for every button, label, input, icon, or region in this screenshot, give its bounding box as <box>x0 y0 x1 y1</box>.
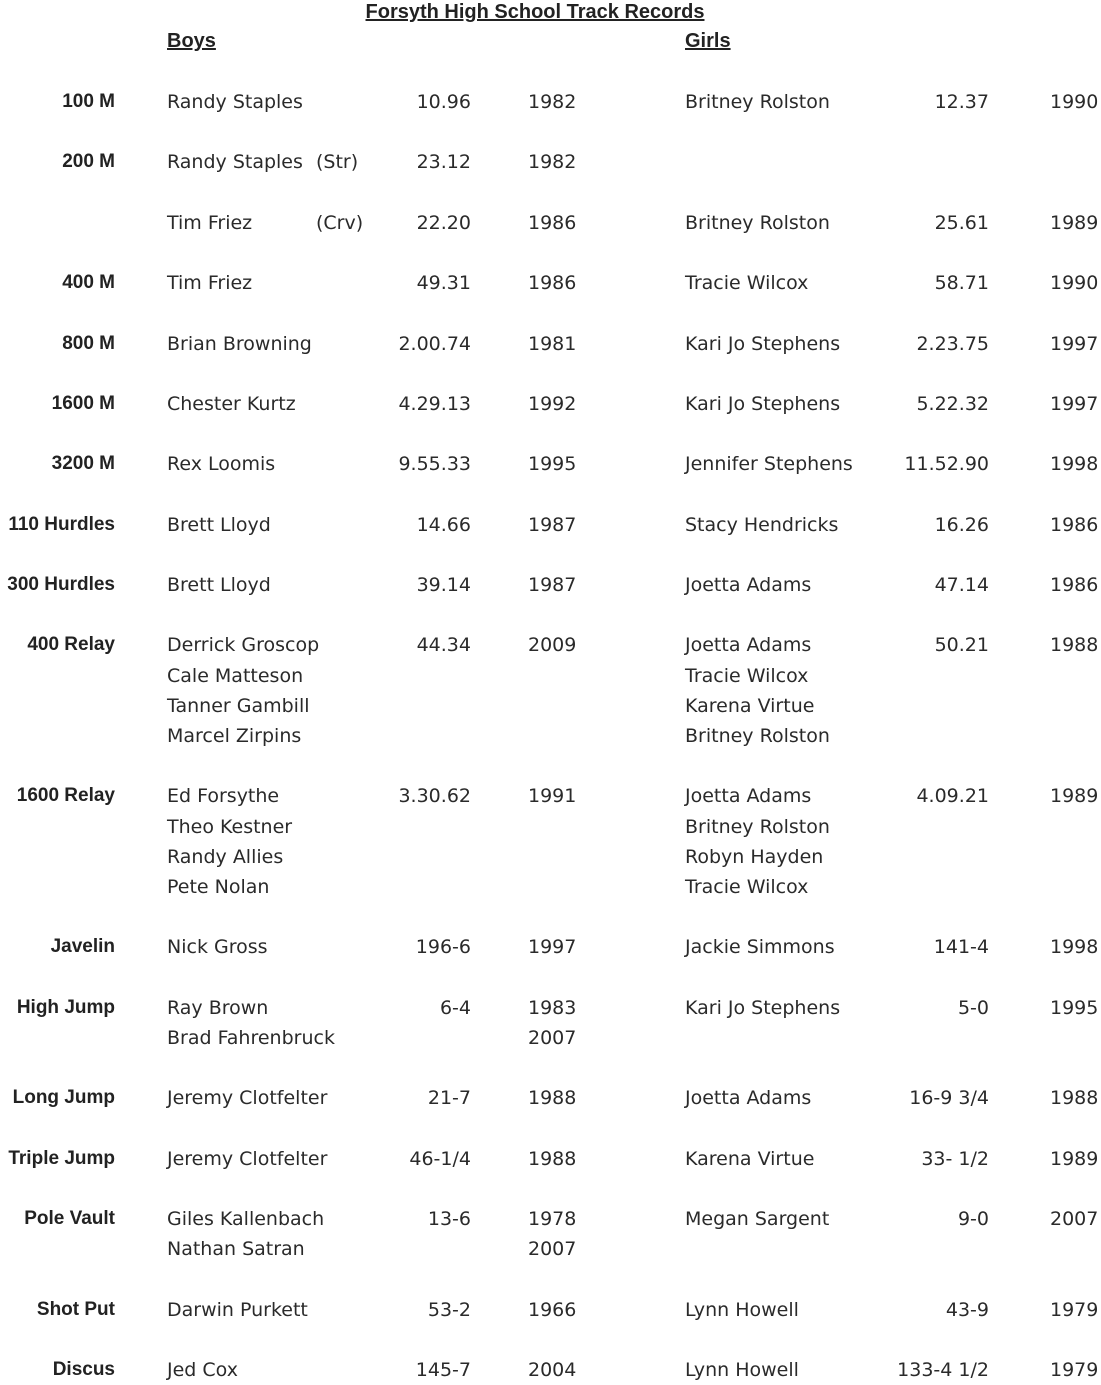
record-row <box>0 781 1101 932</box>
record-line <box>0 87 1101 117</box>
boys-mark: 9.55.33 <box>398 453 471 476</box>
boys-athlete-name: Tim Friez <box>167 211 253 234</box>
boys-year: 2007 <box>528 1026 577 1049</box>
record-line <box>0 329 1101 359</box>
record-row <box>0 993 1101 1084</box>
boys-note: (Str) <box>316 151 359 174</box>
girls-athlete-name: Tracie Wilcox <box>685 664 809 687</box>
girls-athlete-name: Tracie Wilcox <box>685 875 809 898</box>
boys-athlete-name: Rex Loomis <box>167 453 276 476</box>
boys-athlete-name: Jeremy Clotfelter <box>167 1147 328 1170</box>
boys-athlete-name: Randy Allies <box>167 845 284 868</box>
boys-mark: 21-7 <box>427 1087 471 1110</box>
girls-athlete-name: Megan Sargent <box>685 1207 830 1230</box>
girls-mark: 25.61 <box>934 211 989 234</box>
record-line <box>0 268 1101 298</box>
boys-year: 1988 <box>528 1147 577 1170</box>
boys-athlete-name: Ray Brown <box>167 996 269 1019</box>
girls-athlete-name: Kari Jo Stephens <box>685 392 841 415</box>
girls-year: 1979 <box>1050 1298 1099 1321</box>
boys-athlete-name: Randy Staples <box>167 151 303 174</box>
girls-mark: 141-4 <box>933 936 989 959</box>
boys-year: 1986 <box>528 272 577 295</box>
girls-athlete-name: Joetta Adams <box>685 785 812 808</box>
boys-mark: 10.96 <box>416 91 471 113</box>
boys-athlete-name: Brad Fahrenbruck <box>167 1026 335 1049</box>
event-label: 3200 M <box>51 453 115 475</box>
record-row <box>0 147 1101 207</box>
boys-year: 1991 <box>528 785 577 808</box>
boys-mark: 23.12 <box>416 151 471 174</box>
boys-header: Boys <box>167 30 216 52</box>
boys-year: 1987 <box>528 574 577 596</box>
girls-athlete-name: Kari Jo Stephens <box>685 996 841 1019</box>
boys-year: 2009 <box>528 634 577 657</box>
boys-year: 2007 <box>528 1238 577 1261</box>
girls-athlete-name: Karena Virtue <box>685 694 815 717</box>
girls-athlete-name: Britney Rolston <box>685 815 830 838</box>
record-line <box>0 842 1101 872</box>
record-line <box>0 1204 1101 1234</box>
boys-mark: 196-6 <box>415 936 471 959</box>
event-label: Long Jump <box>12 1087 115 1109</box>
girls-year: 1989 <box>1050 1147 1099 1170</box>
girls-mark: 5.22.32 <box>916 392 989 415</box>
record-row <box>0 1355 1101 1385</box>
record-line <box>0 208 1101 238</box>
girls-athlete-name: Joetta Adams <box>685 574 812 596</box>
boys-year: 1981 <box>528 332 577 355</box>
record-row <box>0 268 1101 328</box>
girls-year: 1989 <box>1050 785 1099 808</box>
record-row <box>0 208 1101 268</box>
boys-year: 1992 <box>528 392 577 415</box>
boys-athlete-name: Ed Forsythe <box>167 785 280 808</box>
record-row <box>0 389 1101 449</box>
event-label: 400 M <box>62 272 115 294</box>
boys-athlete-name: Brett Lloyd <box>167 513 271 536</box>
record-line <box>0 1295 1101 1325</box>
boys-mark: 145-7 <box>415 1358 471 1381</box>
boys-athlete-name: Theo Kestner <box>167 815 293 838</box>
girls-mark: 9-0 <box>957 1207 989 1230</box>
boys-athlete-name: Brett Lloyd <box>167 574 271 596</box>
girls-year: 1988 <box>1050 1087 1099 1110</box>
girls-athlete-name: Karena Virtue <box>685 1147 815 1170</box>
boys-athlete-name: Jeremy Clotfelter <box>167 1087 328 1110</box>
record-line <box>0 661 1101 691</box>
record-line <box>0 630 1101 660</box>
boys-mark: 4.29.13 <box>398 392 471 415</box>
record-line <box>0 1023 1101 1053</box>
boys-mark: 39.14 <box>416 574 471 596</box>
boys-year: 1995 <box>528 453 577 476</box>
girls-year: 1998 <box>1050 936 1099 959</box>
boys-athlete-name: Jed Cox <box>167 1358 238 1381</box>
boys-mark: 53-2 <box>427 1298 471 1321</box>
event-label: 800 M <box>62 332 115 354</box>
girls-mark: 43-9 <box>945 1298 989 1321</box>
record-line <box>0 812 1101 842</box>
boys-note: (Crv) <box>316 211 364 234</box>
record-row <box>0 1083 1101 1143</box>
boys-year: 1966 <box>528 1298 577 1321</box>
boys-year: 1986 <box>528 211 577 234</box>
record-line <box>0 932 1101 962</box>
girls-mark: 2.23.75 <box>916 332 989 355</box>
boys-athlete-name: Randy Staples <box>167 91 303 113</box>
event-label: 300 Hurdles <box>7 574 115 595</box>
record-line <box>0 781 1101 811</box>
boys-athlete-name: Cale Matteson <box>167 664 304 687</box>
boys-athlete-name: Darwin Purkett <box>167 1298 308 1321</box>
record-line <box>0 1144 1101 1174</box>
record-row <box>0 1144 1101 1204</box>
boys-year: 1983 <box>528 996 577 1019</box>
girls-year: 1997 <box>1050 332 1099 355</box>
boys-athlete-name: Pete Nolan <box>167 875 270 898</box>
records-table <box>0 87 1101 1385</box>
event-label: 100 M <box>62 91 115 112</box>
girls-mark: 47.14 <box>934 574 989 596</box>
boys-mark: 49.31 <box>416 272 471 295</box>
boys-mark: 3.30.62 <box>398 785 471 808</box>
girls-athlete-name: Jackie Simmons <box>685 936 835 959</box>
record-line <box>0 570 1101 600</box>
record-row <box>0 449 1101 509</box>
boys-athlete-name: Tanner Gambill <box>167 694 310 717</box>
girls-mark: 58.71 <box>934 272 989 295</box>
boys-mark: 13-6 <box>427 1207 471 1230</box>
girls-athlete-name: Jennifer Stephens <box>685 453 853 476</box>
boys-athlete-name: Marcel Zirpins <box>167 724 302 747</box>
record-line <box>0 1234 1101 1264</box>
record-line <box>0 147 1101 177</box>
girls-athlete-name: Britney Rolston <box>685 211 830 234</box>
boys-athlete-name: Giles Kallenbach <box>167 1207 325 1230</box>
record-line <box>0 872 1101 902</box>
girls-year: 1979 <box>1050 1358 1099 1381</box>
page-title: Forsyth High School Track Records <box>365 1 705 23</box>
record-row <box>0 87 1101 147</box>
record-line <box>0 510 1101 540</box>
girls-year: 1986 <box>1050 574 1099 596</box>
event-label: 400 Relay <box>27 634 115 656</box>
girls-year: 1986 <box>1050 513 1099 536</box>
event-label: Discus <box>52 1358 115 1380</box>
girls-year: 1990 <box>1050 91 1099 113</box>
girls-mark: 5-0 <box>957 996 989 1019</box>
girls-athlete-name: Tracie Wilcox <box>685 272 809 295</box>
girls-year: 1988 <box>1050 634 1099 657</box>
event-label: Shot Put <box>36 1298 115 1320</box>
record-line <box>0 721 1101 751</box>
girls-athlete-name: Britney Rolston <box>685 724 830 747</box>
record-line <box>0 389 1101 419</box>
girls-mark: 4.09.21 <box>916 785 989 808</box>
girls-mark: 33- 1/2 <box>921 1147 989 1170</box>
record-row <box>0 329 1101 389</box>
girls-year: 1998 <box>1050 453 1099 476</box>
boys-mark: 44.34 <box>416 634 471 657</box>
record-row <box>0 510 1101 570</box>
boys-year: 2004 <box>528 1358 577 1381</box>
girls-athlete-name: Lynn Howell <box>685 1298 799 1321</box>
boys-mark: 22.20 <box>416 211 471 234</box>
girls-mark: 133-4 1/2 <box>897 1358 989 1381</box>
girls-year: 1997 <box>1050 392 1099 415</box>
record-line <box>0 1083 1101 1113</box>
event-label: 1600 M <box>51 392 115 414</box>
girls-year: 1995 <box>1050 996 1099 1019</box>
girls-athlete-name: Kari Jo Stephens <box>685 332 841 355</box>
girls-mark: 50.21 <box>934 634 989 657</box>
record-row <box>0 1204 1101 1295</box>
record-line <box>0 691 1101 721</box>
boys-athlete-name: Nick Gross <box>167 936 268 959</box>
event-label: 1600 Relay <box>16 785 115 807</box>
girls-athlete-name: Stacy Hendricks <box>685 513 839 536</box>
record-line <box>0 993 1101 1023</box>
girls-year: 1990 <box>1050 272 1099 295</box>
boys-athlete-name: Tim Friez <box>167 272 253 295</box>
girls-mark: 12.37 <box>934 91 989 113</box>
girls-athlete-name: Britney Rolston <box>685 91 830 113</box>
event-label: Pole Vault <box>24 1207 115 1229</box>
girls-mark: 11.52.90 <box>904 453 989 476</box>
boys-athlete-name: Derrick Groscop <box>167 634 320 657</box>
record-line <box>0 449 1101 479</box>
girls-mark: 16-9 3/4 <box>909 1087 989 1110</box>
record-row <box>0 630 1101 781</box>
boys-mark: 14.66 <box>416 513 471 536</box>
boys-year: 1982 <box>528 151 577 174</box>
boys-year: 1978 <box>528 1207 577 1230</box>
record-row <box>0 932 1101 992</box>
girls-athlete-name: Lynn Howell <box>685 1358 799 1381</box>
boys-athlete-name: Chester Kurtz <box>167 392 296 415</box>
event-label: 110 Hurdles <box>8 513 115 535</box>
girls-year: 2007 <box>1050 1207 1099 1230</box>
boys-year: 1987 <box>528 513 577 536</box>
girls-athlete-name: Robyn Hayden <box>685 845 824 868</box>
record-row <box>0 570 1101 630</box>
event-label: High Jump <box>16 996 115 1018</box>
boys-mark: 46-1/4 <box>409 1147 471 1170</box>
boys-mark: 2.00.74 <box>398 332 471 355</box>
event-label: Javelin <box>50 936 115 958</box>
girls-athlete-name: Joetta Adams <box>685 634 812 657</box>
girls-year: 1989 <box>1050 211 1099 234</box>
record-row <box>0 1295 1101 1355</box>
girls-header: Girls <box>685 30 731 52</box>
girls-athlete-name: Joetta Adams <box>685 1087 812 1110</box>
boys-year: 1997 <box>528 936 577 959</box>
girls-mark: 16.26 <box>934 513 989 536</box>
boys-mark: 6-4 <box>439 996 471 1019</box>
boys-athlete-name: Nathan Satran <box>167 1238 305 1261</box>
boys-year: 1988 <box>528 1087 577 1110</box>
event-label: Triple Jump <box>8 1147 115 1169</box>
boys-year: 1982 <box>528 91 577 113</box>
boys-athlete-name: Brian Browning <box>167 332 312 355</box>
record-line <box>0 1355 1101 1385</box>
event-label: 200 M <box>62 151 115 173</box>
